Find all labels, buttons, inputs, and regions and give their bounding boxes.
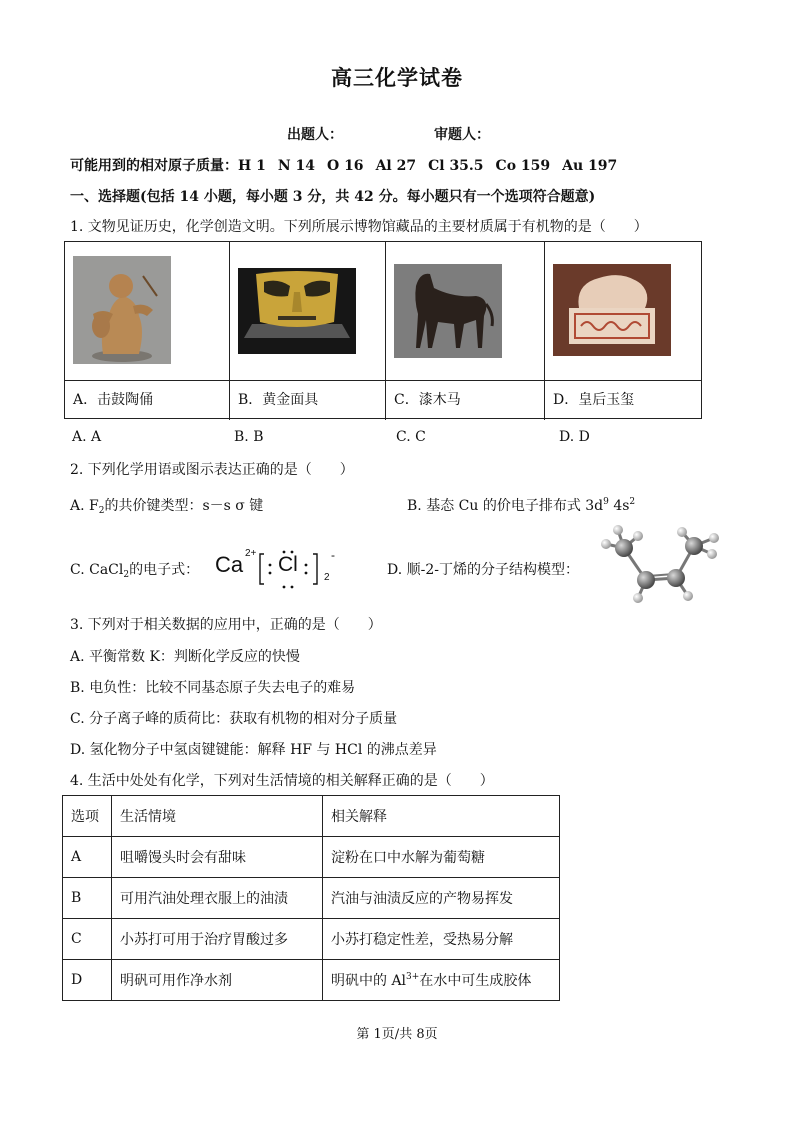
calcium-symbol: Ca <box>215 552 244 577</box>
atomic-mass: Au 197 <box>562 158 618 174</box>
chloride-charge: - <box>331 548 335 562</box>
q1-image-table <box>64 241 702 419</box>
table-cell: 可用汽油处理衣服上的油渍 <box>112 878 323 919</box>
q3-option-b[interactable]: B. 电负性：比较不同基态原子失去电子的难易 <box>70 680 356 696</box>
atomic-mass: Co 159 <box>495 158 551 174</box>
chlorine-symbol: Cl <box>278 553 298 576</box>
table-cell: 明矾中的 $Al^{3+}$在水中可生成胶体 <box>323 960 560 1001</box>
q1-item-label: B．黄金面具 <box>230 381 386 420</box>
table-cell: B <box>63 878 112 919</box>
q1-cell-c <box>386 242 545 380</box>
drummer-figurine-image <box>73 256 171 364</box>
calcium-charge: 2+ <box>245 548 257 559</box>
q4-table <box>62 795 560 1001</box>
atomic-mass: H 1 <box>238 158 266 174</box>
q1-cell-a <box>65 242 230 380</box>
table-row <box>63 878 560 919</box>
cacl2-electron-formula <box>215 548 340 590</box>
cis-2-butene-model-icon <box>594 522 726 608</box>
q2-option-d[interactable]: D. 顺-2-丁烯的分子结构模型： <box>387 562 579 578</box>
table-cell: C <box>63 919 112 960</box>
q3-option-a[interactable]: A. 平衡常数 K：判断化学反应的快慢 <box>70 649 300 665</box>
atomic-masses-line: 可能用到的相对原子质量：H 1 N 14 O 16 Al 27 Cl 35.5 Co 159 Au 197 <box>70 158 618 174</box>
q2-option-b[interactable]: B. 基态 Cu 的价电子排布式 $3d^9$ $4s^2$ <box>407 497 636 514</box>
q1-option-b[interactable]: B. B <box>234 429 264 445</box>
table-cell: 咀嚼馒头时会有甜味 <box>112 837 323 878</box>
table-row <box>63 837 560 878</box>
table-header-cell: 选项 <box>63 796 112 837</box>
table-cell: 小苏打稳定性差，受热易分解 <box>323 919 560 960</box>
q1-option-d[interactable]: D. D <box>559 429 590 445</box>
table-cell: 汽油与油渍反应的产物易挥发 <box>323 878 560 919</box>
q2-option-a[interactable]: A. $F_2$的共价键类型：s－s σ 键 <box>70 498 264 516</box>
q1-option-a[interactable]: A. A <box>72 429 102 445</box>
reviewer-label: 审题人： <box>434 127 490 143</box>
table-header-cell: 相关解释 <box>323 796 560 837</box>
q1-option-c[interactable]: C. C <box>396 429 426 445</box>
setter-label: 出题人： <box>287 127 343 143</box>
q3-option-d[interactable]: D. 氢化物分子中氢卤键键能：解释 HF 与 HCl 的沸点差异 <box>70 742 437 758</box>
atomic-mass: O 16 <box>327 158 364 174</box>
table-cell: 淀粉在口中水解为葡萄糖 <box>323 837 560 878</box>
q2-stem: 2. 下列化学用语或图示表达正确的是（ ） <box>70 462 354 478</box>
gold-mask-image <box>238 268 356 354</box>
table-cell: D <box>63 960 112 1001</box>
table-row <box>63 960 560 1001</box>
lacquer-horse-image <box>394 264 502 358</box>
q1-cell-b <box>230 242 386 380</box>
atomic-mass: Cl 35.5 <box>428 158 484 174</box>
table-header-cell: 生活情境 <box>112 796 323 837</box>
q3-option-c[interactable]: C. 分子离子峰的质荷比：获取有机物的相对分子质量 <box>70 711 398 727</box>
q1-item-label: D．皇后玉玺 <box>553 392 635 408</box>
table-cell: 小苏打可用于治疗胃酸过多 <box>112 919 323 960</box>
table-header-row <box>63 796 560 837</box>
section-heading: 一、选择题(包括 14 小题，每小题 3 分，共 42 分。每小题只有一个选项符合题意) <box>70 189 596 205</box>
atomic-mass: Al 27 <box>375 158 417 174</box>
q1-item-label: C．漆木马 <box>386 381 545 420</box>
q2-option-c[interactable]: C. CaCl$_2$的电子式： <box>70 562 200 580</box>
q1-cell-d <box>545 242 703 380</box>
page-title: 高三化学试卷 <box>331 65 463 90</box>
table-row <box>63 919 560 960</box>
q1-stem: 1. 文物见证历史，化学创造文明。下列所展示博物馆藏品的主要材质属于有机物的是（ ） <box>70 219 648 235</box>
q1-item-label: A．击鼓陶俑 <box>65 381 230 420</box>
q4-stem: 4. 生活中处处有化学，下列对生活情境的相关解释正确的是（ ） <box>70 773 494 789</box>
q3-stem: 3. 下列对于相关数据的应用中，正确的是（ ） <box>70 617 382 633</box>
jade-seal-image <box>553 264 671 356</box>
atomic-mass: N 14 <box>277 158 315 174</box>
chloride-subscript: 2 <box>324 572 330 583</box>
q1-label-row <box>65 380 701 420</box>
table-cell: 明矾可用作净水剂 <box>112 960 323 1001</box>
table-cell: A <box>63 837 112 878</box>
page-footer: 第 1页/共 8页 <box>356 1027 438 1042</box>
